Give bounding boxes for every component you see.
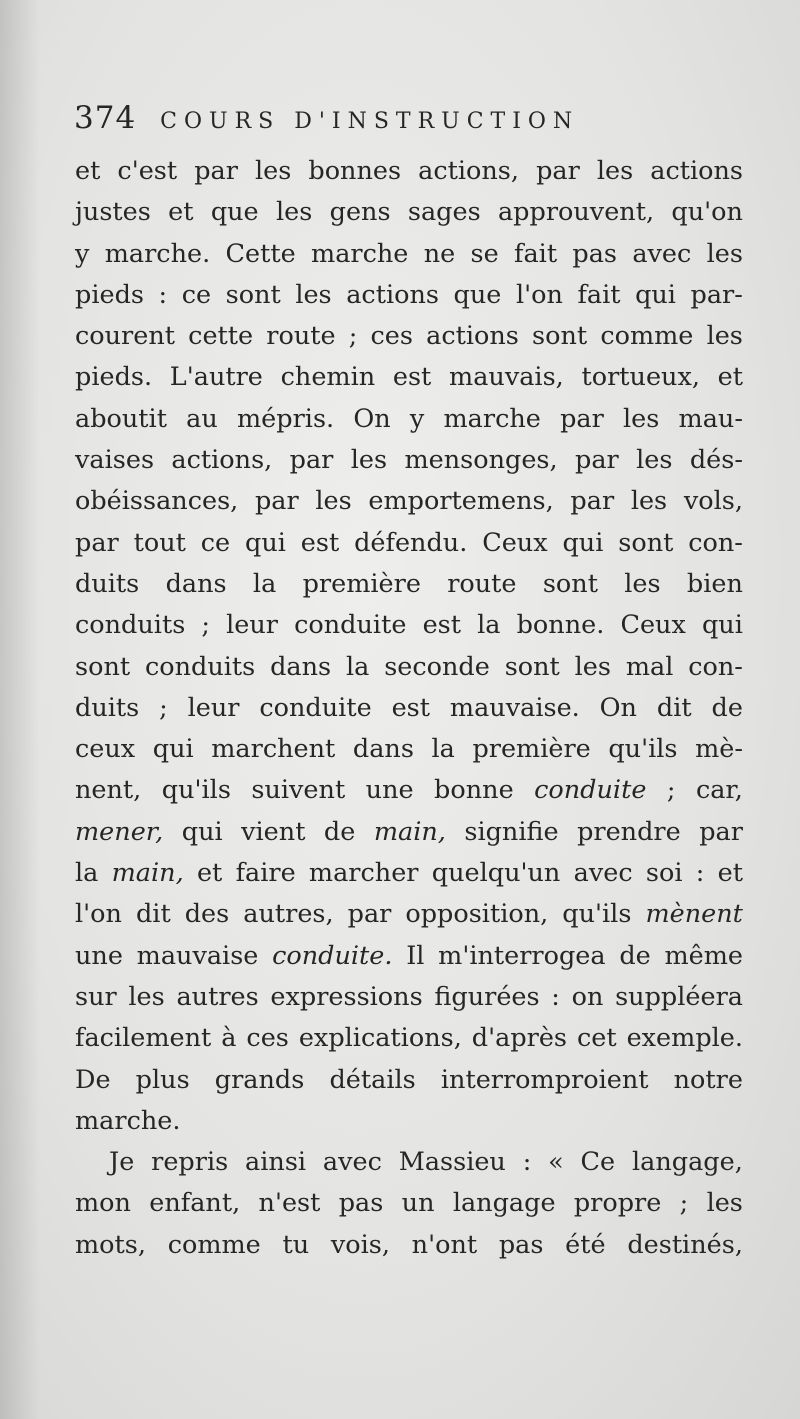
word: emportemens, xyxy=(368,486,554,517)
word: qui xyxy=(562,527,604,558)
word: y xyxy=(75,238,90,269)
word: est xyxy=(391,692,431,723)
word: tout xyxy=(133,527,186,558)
word: et xyxy=(717,858,743,889)
text-line xyxy=(75,647,743,688)
word: signifie xyxy=(464,816,559,847)
word: les xyxy=(630,486,668,517)
word: les xyxy=(706,321,743,352)
word: ; xyxy=(666,775,676,806)
word: justes xyxy=(75,197,151,228)
word: leur xyxy=(226,610,278,641)
word: grands xyxy=(214,1064,305,1095)
word: marche xyxy=(443,403,541,434)
word: sur xyxy=(75,981,117,1012)
word: m'interrogea xyxy=(438,940,606,971)
word: : xyxy=(551,981,560,1012)
word: les xyxy=(254,156,292,186)
word: actions xyxy=(650,156,743,186)
word: les xyxy=(636,445,673,476)
word: quelqu'un xyxy=(431,858,561,889)
running-title: COURS D'INSTRUCTION xyxy=(160,109,580,134)
running-head xyxy=(74,100,754,148)
text-line xyxy=(75,770,743,811)
word: Ceux xyxy=(482,527,548,558)
word: qui xyxy=(701,610,743,641)
word: opposition, xyxy=(405,899,549,930)
word: par xyxy=(194,156,238,186)
word: bien xyxy=(686,568,743,599)
word: duits xyxy=(75,568,140,599)
word: aboutit xyxy=(75,403,167,434)
word: con- xyxy=(688,527,743,558)
word: conduite xyxy=(294,610,407,641)
word: pas xyxy=(498,1229,544,1260)
word: seconde xyxy=(384,651,490,682)
word: par xyxy=(289,445,334,476)
word: qu'on xyxy=(671,197,743,228)
word: sont xyxy=(504,651,560,682)
word: interromproient xyxy=(440,1064,649,1095)
word: les xyxy=(706,238,743,269)
text-line xyxy=(75,481,743,522)
word: exemple. xyxy=(626,1023,743,1054)
word: conduite xyxy=(259,692,372,723)
word: que xyxy=(210,197,259,228)
word: de xyxy=(711,692,743,723)
word: première xyxy=(302,568,421,599)
word: détails xyxy=(329,1064,416,1095)
word: l'on xyxy=(515,279,563,310)
text-line xyxy=(75,1225,743,1266)
word: route xyxy=(266,321,336,352)
word: défendu. xyxy=(354,527,468,558)
word: main, xyxy=(111,858,184,889)
word: les xyxy=(128,981,165,1012)
text-line xyxy=(75,316,743,357)
word: n'est xyxy=(258,1188,321,1219)
page-number: 374 xyxy=(74,100,137,136)
text-line xyxy=(75,812,743,853)
word: leur xyxy=(187,692,240,723)
word: et xyxy=(75,156,101,186)
word: mau- xyxy=(678,403,743,434)
word: dit xyxy=(135,899,171,930)
word: route xyxy=(447,568,517,599)
word: qui xyxy=(635,279,676,310)
word: facilement xyxy=(75,1023,212,1054)
word: actions, xyxy=(418,156,519,186)
word: pieds. xyxy=(75,362,153,393)
word: c'est xyxy=(117,156,178,186)
text-line xyxy=(75,275,743,316)
word: se xyxy=(470,238,499,269)
word: les xyxy=(315,486,352,517)
word: marche xyxy=(311,238,409,269)
word: les xyxy=(350,445,388,476)
word: mauvaise xyxy=(136,940,259,971)
word: pas xyxy=(338,1188,384,1219)
word: suppléera xyxy=(615,981,743,1012)
word: langage xyxy=(452,1188,556,1219)
word: par xyxy=(560,403,604,434)
text-line xyxy=(75,729,743,770)
word: par xyxy=(75,527,119,558)
word: autres, xyxy=(243,899,334,930)
word: : xyxy=(695,858,705,889)
word: été xyxy=(565,1229,606,1260)
word: les xyxy=(623,403,660,434)
word: comme xyxy=(167,1229,261,1260)
word: fait xyxy=(514,238,558,269)
word: la xyxy=(252,568,277,599)
word: chemin xyxy=(280,362,376,393)
word: conduite. xyxy=(272,940,393,971)
word: avec xyxy=(322,1147,382,1178)
text-line xyxy=(75,1183,743,1224)
word: vols, xyxy=(683,486,743,517)
word: qu'ils xyxy=(608,734,678,765)
text-line xyxy=(75,1101,743,1142)
word: fait xyxy=(577,279,621,310)
text-line xyxy=(75,853,743,894)
text-line xyxy=(75,357,743,398)
text-line xyxy=(75,523,743,564)
word: conduite xyxy=(534,775,647,806)
word: plus xyxy=(135,1064,190,1095)
word: dans xyxy=(165,568,227,599)
word: duits xyxy=(75,692,140,723)
text-line xyxy=(75,1060,743,1101)
word: suivent xyxy=(251,775,346,806)
text-line xyxy=(75,440,743,481)
word: actions xyxy=(426,321,519,352)
word: et xyxy=(196,858,223,889)
word: la xyxy=(431,734,455,765)
word: Cette xyxy=(225,238,296,269)
word: nent, xyxy=(75,775,142,806)
word: mots, xyxy=(75,1229,146,1260)
word: obéissances, xyxy=(75,486,239,517)
word: et xyxy=(168,197,194,228)
word: car, xyxy=(695,775,743,806)
word: par xyxy=(347,899,392,930)
word: bonne xyxy=(434,775,514,806)
word: soi xyxy=(645,858,683,889)
text-line xyxy=(75,399,743,440)
word: et xyxy=(717,362,743,393)
word: notre xyxy=(673,1064,743,1095)
word: sont xyxy=(618,527,674,558)
word: langage, xyxy=(631,1147,743,1178)
word: pieds xyxy=(75,279,144,310)
word: ; xyxy=(201,610,211,641)
word: explications, xyxy=(298,1023,462,1054)
word: est xyxy=(392,362,432,393)
word: les xyxy=(596,156,634,186)
word: L'autre xyxy=(169,362,263,393)
word: mener, xyxy=(75,816,164,847)
word: autres xyxy=(176,981,259,1012)
word: première xyxy=(472,734,591,765)
word: propre xyxy=(573,1188,662,1219)
word: dans xyxy=(270,651,332,682)
text-line xyxy=(75,234,743,275)
word: qui xyxy=(181,816,223,847)
word: Il xyxy=(406,940,425,971)
word: faire xyxy=(235,858,296,889)
word: pas xyxy=(572,238,618,269)
body-text xyxy=(75,151,743,1266)
word: qui xyxy=(245,527,286,558)
text-line xyxy=(75,977,743,1018)
word: sont xyxy=(75,651,131,682)
text-line xyxy=(75,688,743,729)
word: mauvaise. xyxy=(449,692,580,723)
word: dit xyxy=(656,692,692,723)
word: enfant, xyxy=(149,1188,241,1219)
word: sont xyxy=(542,568,598,599)
word: par xyxy=(699,816,743,847)
word: Massieu xyxy=(398,1147,506,1178)
word: des xyxy=(184,899,230,930)
text-line xyxy=(75,894,743,935)
word: à xyxy=(221,1023,237,1054)
word: vient xyxy=(241,816,306,847)
word: ces xyxy=(370,321,413,352)
word: ne xyxy=(423,238,456,269)
word: une xyxy=(75,940,123,971)
text-line xyxy=(75,192,743,233)
word: : xyxy=(158,279,168,310)
word: De xyxy=(75,1064,111,1095)
word: la xyxy=(75,858,99,889)
word: les xyxy=(295,279,332,310)
word: Ceux xyxy=(620,610,686,641)
word: sont xyxy=(532,321,588,352)
word: on xyxy=(571,981,604,1012)
word: Je xyxy=(109,1147,135,1178)
word: de xyxy=(619,940,651,971)
word: con- xyxy=(688,651,743,682)
word: « xyxy=(548,1147,564,1178)
word: marchent xyxy=(211,734,336,765)
word: ce xyxy=(200,527,231,558)
word: gens xyxy=(329,197,391,228)
word: avec xyxy=(573,858,633,889)
word: ; xyxy=(679,1188,689,1219)
word: marche. xyxy=(75,1105,181,1136)
word: vaises xyxy=(75,445,155,476)
word: cet xyxy=(576,1023,617,1054)
word: tu xyxy=(282,1229,310,1260)
word: y xyxy=(409,403,425,434)
text-line xyxy=(75,151,743,192)
word: qu'ils xyxy=(562,899,632,930)
word: mon xyxy=(75,1188,131,1219)
word: mensonges, xyxy=(404,445,558,476)
word: au xyxy=(186,403,218,434)
word: comme xyxy=(600,321,694,352)
word: conduits xyxy=(144,651,256,682)
word: qui xyxy=(152,734,194,765)
word: courent xyxy=(75,321,176,352)
word: repris xyxy=(151,1147,229,1178)
word: On xyxy=(353,403,391,434)
word: par- xyxy=(690,279,743,310)
text-line xyxy=(75,1018,743,1059)
word: les xyxy=(706,1188,743,1219)
word: Ce xyxy=(580,1147,616,1178)
word: par xyxy=(536,156,580,186)
word: mè- xyxy=(695,734,743,765)
word: vois, xyxy=(330,1229,390,1260)
word: cette xyxy=(188,321,254,352)
word: sont xyxy=(225,279,281,310)
word: ainsi xyxy=(245,1147,307,1178)
word: prendre xyxy=(577,816,681,847)
word: tortueux, xyxy=(581,362,700,393)
word: dans xyxy=(352,734,414,765)
word: n'ont xyxy=(411,1229,478,1260)
word: qu'ils xyxy=(161,775,231,806)
word: conduits xyxy=(75,610,186,641)
text-line xyxy=(75,564,743,605)
word: la xyxy=(345,651,370,682)
word: la xyxy=(477,610,501,641)
word: est xyxy=(422,610,461,641)
word: une xyxy=(365,775,414,806)
word: ces xyxy=(246,1023,289,1054)
word: mènent xyxy=(645,899,743,930)
word: les xyxy=(574,651,611,682)
word: actions xyxy=(346,279,439,310)
word: par xyxy=(570,486,615,517)
word: mépris. xyxy=(237,403,335,434)
word: expressions xyxy=(270,981,423,1012)
word: même xyxy=(664,940,743,971)
word: approuvent, xyxy=(497,197,655,228)
word: les xyxy=(275,197,313,228)
word: ; xyxy=(348,321,358,352)
word: par xyxy=(575,445,619,476)
text-line xyxy=(75,936,743,977)
word: un xyxy=(401,1188,435,1219)
word: par xyxy=(254,486,299,517)
word: ; xyxy=(159,692,168,723)
word: : xyxy=(522,1147,532,1178)
word: avec xyxy=(632,238,692,269)
word: bonnes xyxy=(308,156,402,186)
word: bonne. xyxy=(516,610,605,641)
word: de xyxy=(323,816,356,847)
word: sages xyxy=(407,197,481,228)
word: actions, xyxy=(171,445,273,476)
word: l'on xyxy=(75,899,122,930)
text-line xyxy=(75,1142,743,1183)
word: est xyxy=(300,527,340,558)
word: destinés, xyxy=(627,1229,743,1260)
word: marcher xyxy=(308,858,419,889)
word: mal xyxy=(625,651,674,682)
word: dés- xyxy=(689,445,743,476)
word: main, xyxy=(373,816,446,847)
gutter-shadow xyxy=(0,0,40,1419)
word: figurées xyxy=(434,981,540,1012)
word: On xyxy=(599,692,637,723)
word: d'après xyxy=(471,1023,568,1054)
word: mauvais, xyxy=(449,362,564,393)
text-line xyxy=(75,605,743,646)
word: ceux xyxy=(75,734,136,765)
word: les xyxy=(624,568,661,599)
word: que xyxy=(453,279,502,310)
word: marche. xyxy=(104,238,211,269)
word: ce xyxy=(181,279,212,310)
